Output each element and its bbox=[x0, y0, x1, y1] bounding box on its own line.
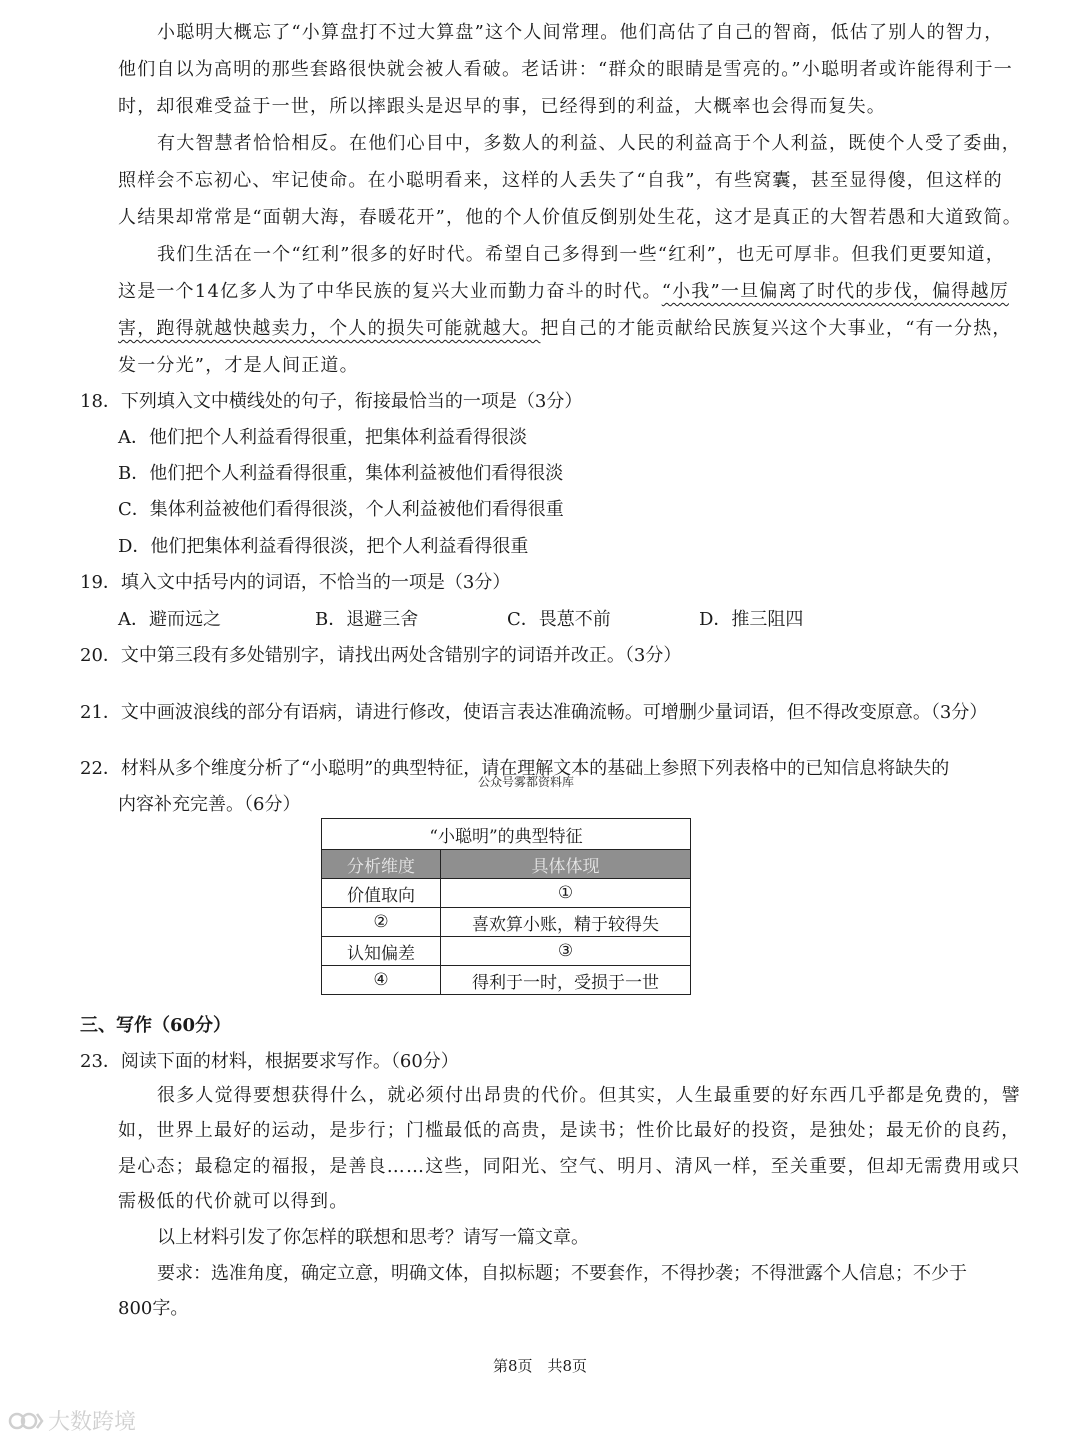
material-line: 需极低的代价就可以得到。 bbox=[118, 1191, 349, 1212]
material-line: 是心态；最稳定的福报，是善良……这些，同阳光、空气、明月、清风一样，至关重要，但却无需费用或只 bbox=[118, 1156, 1021, 1177]
table-cell-detail: 喜欢算小账，精于较得失 bbox=[441, 908, 691, 937]
question-22-stem-cont: 内容补充完善。（6分） bbox=[118, 794, 301, 815]
column-header-detail: 具体体现 bbox=[441, 850, 691, 879]
option-b: B．退避三舍 bbox=[315, 609, 419, 630]
passage-line bbox=[118, 316, 1012, 342]
question-19-stem: 19．填入文中括号内的词语，不恰当的一项是（3分） bbox=[80, 572, 511, 593]
passage-text: 这是一个14亿多人为了中华民族的复兴大业而勤力奋斗的时代。 bbox=[118, 281, 662, 302]
passage-line: 我们生活在一个“红利”很多的好时代。希望自己多得到一些“红利”，也无可厚非。但我们更要知道， bbox=[157, 244, 1006, 265]
table-header-row bbox=[322, 850, 691, 879]
passage-line: 小聪明大概忘了“小算盘打不过大算盘”这个人间常理。他们高估了自己的智商，低估了别人的智力， bbox=[157, 22, 1004, 43]
question-22-stem: 22．材料从多个维度分析了“小聪明”的典型特征，请在理解文本的基础上参照下列表格中的已知信息将缺失的 bbox=[80, 758, 950, 779]
material-line: 如，世界上最好的运动，是步行；门槛最低的高贵，是读书；性价比最好的投资，是独处；最无价的良药， bbox=[118, 1120, 1021, 1141]
brand-logo-icon bbox=[8, 1408, 44, 1434]
table-cell-detail: 得利于一时，受损于一世 bbox=[441, 966, 691, 995]
requirements-line: 800字。 bbox=[118, 1298, 189, 1319]
option-d: D．推三阻四 bbox=[699, 609, 804, 630]
table-cell-dimension: ② bbox=[322, 908, 441, 937]
passage-line bbox=[118, 279, 1009, 305]
passage-line: 他们自以为高明的那些套路很快就会被人看破。老话讲：“群众的眼睛是雪亮的。”小聪明者或许能得利于一 bbox=[118, 59, 1013, 80]
wavy-underlined-text: 害，跑得就越快越卖力，个人的损失可能就越大。 bbox=[118, 318, 541, 339]
option-c: C．畏葸不前 bbox=[507, 609, 611, 630]
passage-line: 照样会不忘初心、牢记使命。在小聪明看来，这样的人丢失了“自我”，有些窝囊，甚至显得傻，但这样的 bbox=[118, 170, 1003, 191]
table-cell-detail: ③ bbox=[441, 937, 691, 966]
watermark-text: 公众号雾都资料库 bbox=[478, 775, 575, 789]
table-row bbox=[322, 908, 691, 937]
requirements-line: 要求：选准角度，确定立意，明确文体，自拟标题；不要套作，不得抄袭；不得泄露个人信息；不少于 bbox=[157, 1263, 967, 1284]
page-number: 第8页 共8页 bbox=[492, 1357, 588, 1375]
table-caption: “小聪明”的典型特征 bbox=[322, 819, 691, 850]
table-row bbox=[322, 937, 691, 966]
table-caption-row bbox=[322, 819, 691, 850]
wavy-underlined-text: “小我”一旦偏离了时代的步伐，偏得越厉 bbox=[661, 281, 1009, 302]
option-a: A．他们把个人利益看得很重，把集体利益看得很淡 bbox=[118, 427, 527, 448]
table-cell-dimension: ④ bbox=[322, 966, 441, 995]
column-header-dimension: 分析维度 bbox=[322, 850, 441, 879]
question-21-stem: 21．文中画波浪线的部分有语病，请进行修改，使语言表达准确流畅。可增删少量词语，但不得改变原意。（3分） bbox=[80, 702, 988, 723]
brand-watermark bbox=[8, 1405, 136, 1436]
option-a: A．避而远之 bbox=[118, 609, 221, 630]
option-c: C．集体利益被他们看得很淡，个人利益被他们看得很重 bbox=[118, 499, 564, 520]
passage-line: 发一分光”，才是人间正道。 bbox=[118, 355, 359, 376]
table-row bbox=[322, 966, 691, 995]
writing-prompt: 以上材料引发了你怎样的联想和思考？请写一篇文章。 bbox=[157, 1227, 589, 1248]
section-3-title: 三、写作（60分） bbox=[80, 1015, 232, 1036]
passage-text: 把自己的才能贡献给民族复兴这个大事业，“有一分热， bbox=[540, 318, 1012, 339]
option-d: D．他们把集体利益看得很淡，把个人利益看得很重 bbox=[118, 536, 529, 557]
table-cell-dimension: 价值取向 bbox=[322, 879, 441, 908]
passage-line: 时，却很难受益于一世，所以摔跟头是迟早的事，已经得到的利益，大概率也会得而复失。 bbox=[118, 96, 886, 117]
passage-line: 有大智慧者恰恰相反。在他们心目中，多数人的利益、人民的利益高于个人利益，既使个人受了委曲， bbox=[157, 133, 1021, 154]
material-line: 很多人觉得要想获得什么，就必须付出昂贵的代价。但其实，人生最重要的好东西几乎都是免费的，譬 bbox=[157, 1085, 1021, 1106]
question-18-stem: 18．下列填入文中横线处的句子，衔接最恰当的一项是（3分） bbox=[80, 391, 583, 412]
option-b: B．他们把个人利益看得很重，集体利益被他们看得很淡 bbox=[118, 463, 564, 484]
question-23-stem: 23．阅读下面的材料，根据要求写作。（60分） bbox=[80, 1051, 459, 1072]
brand-name: 大数跨境 bbox=[48, 1410, 137, 1435]
features-table bbox=[321, 818, 691, 995]
table-row bbox=[322, 879, 691, 908]
table-cell-detail: ① bbox=[441, 879, 691, 908]
question-20-stem: 20．文中第三段有多处错别字，请找出两处含错别字的词语并改正。（3分） bbox=[80, 645, 682, 666]
passage-line: 人结果却常常是“面朝大海，春暖花开”，他的个人价值反倒别处生花，这才是真正的大智若愚和大道致简。 bbox=[118, 207, 1022, 228]
table-cell-dimension: 认知偏差 bbox=[322, 937, 441, 966]
